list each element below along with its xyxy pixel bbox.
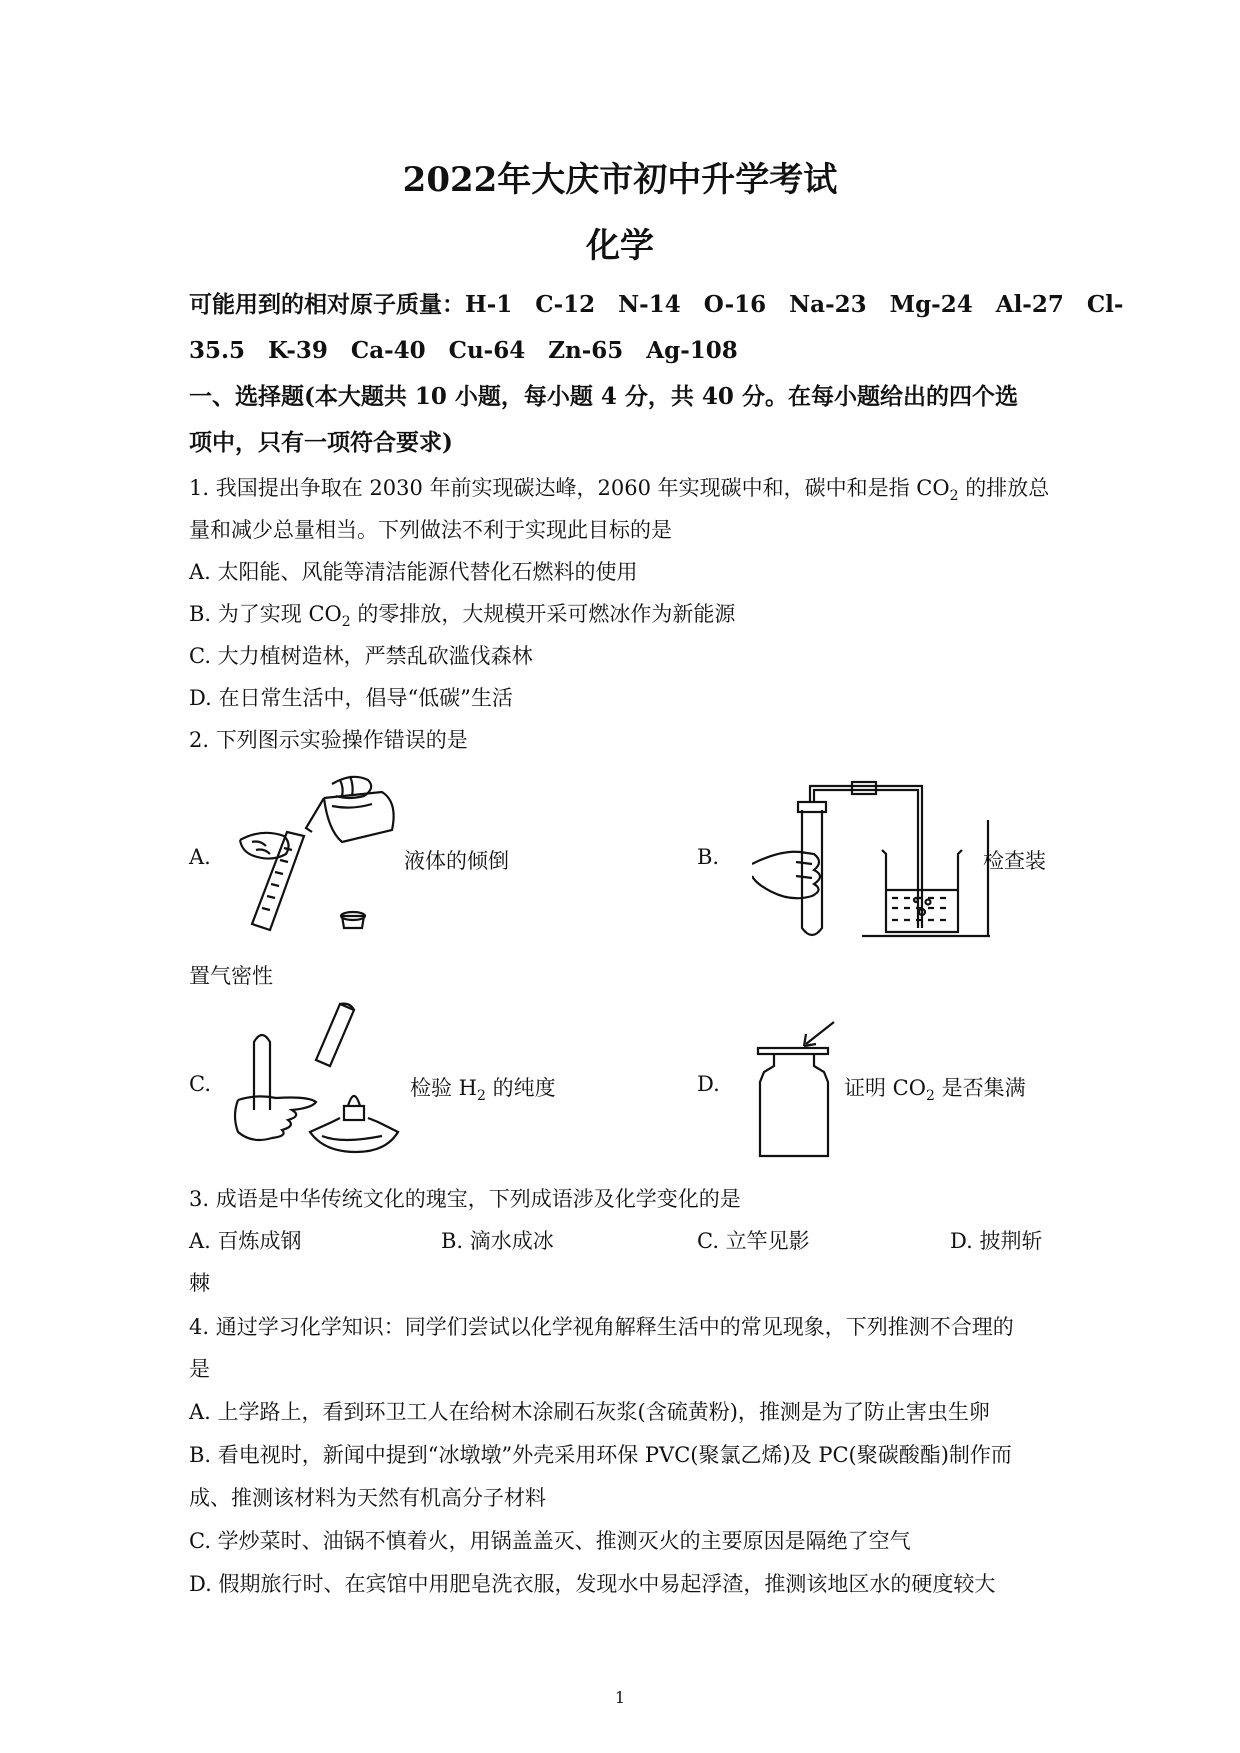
q3-stem: 3. 成语是中华传统文化的瑰宝，下列成语涉及化学变化的是 xyxy=(189,1187,741,1211)
exam-title: 2022年大庆市初中升学考试 xyxy=(402,160,838,200)
q2-option-d-letter: D. xyxy=(697,1072,720,1096)
q3-option-b: B. 滴水成冰 xyxy=(441,1229,554,1253)
atomic-mass-line-1: 可能用到的相对原子质量：H-1 C-12 N-14 O-16 Na-23 Mg-24 Al-27 Cl- xyxy=(189,291,1124,318)
airtightness-check-illustration xyxy=(752,780,992,946)
q2-option-c-letter: C. xyxy=(189,1072,211,1096)
q4-option-a: A. 上学路上，看到环卫工人在给树木涂刷石灰浆(含硫黄粉)，推测是为了防止害虫生卵 xyxy=(189,1400,990,1424)
q1-option-b: B. 为了实现 $CO_2$ 的零排放，大规模开采可燃冰作为新能源 xyxy=(189,602,736,630)
atomic-mass-line-2: 35.5 K-39 Ca-40 Cu-64 Zn-65 Ag-108 xyxy=(189,337,738,364)
q3-option-d-cont: 棘 xyxy=(189,1271,210,1295)
q1-option-c: C. 大力植树造林，严禁乱砍滥伐森林 xyxy=(189,644,533,668)
q3-option-d: D. 披荆斩 xyxy=(950,1229,1043,1253)
co2-collection-test-illustration xyxy=(748,1020,848,1160)
q4-stem-line-1: 4. 通过学习化学知识：同学们尝试以化学视角解释生活中的常见现象，下列推测不合理的 xyxy=(189,1315,1014,1339)
subject-title: 化学 xyxy=(586,226,654,266)
hydrogen-purity-test-illustration xyxy=(232,1000,402,1160)
q2-option-a-letter: A. xyxy=(189,845,211,869)
q2-option-d-text: 证明 $CO_2$ 是否集满 xyxy=(844,1076,1026,1104)
q4-option-d: D. 假期旅行时、在宾馆中用肥皂洗衣服，发现水中易起浮渣，推测该地区水的硬度较大 xyxy=(189,1572,996,1596)
q4-option-b-line-2: 成、推测该材料为天然有机高分子材料 xyxy=(189,1486,546,1510)
q2-stem: 2. 下列图示实验操作错误的是 xyxy=(189,728,468,752)
pouring-liquid-illustration xyxy=(232,770,412,940)
q1-stem-line-2: 量和减少总量相当。下列做法不利于实现此目标的是 xyxy=(189,518,672,542)
q2-option-b-letter: B. xyxy=(697,845,720,869)
q3-option-c: C. 立竿见影 xyxy=(697,1229,810,1253)
q1-stem-line-1: 1. 我国提出争取在 2030 年前实现碳达峰，2060 年实现碳中和，碳中和是指 $CO_2$ 的排放总 xyxy=(189,476,1050,504)
q2-option-b-text: 检查装 xyxy=(983,849,1046,873)
q3-option-a: A. 百炼成钢 xyxy=(189,1229,302,1253)
section-heading-line-2: 项中，只有一项符合要求) xyxy=(189,429,453,456)
q4-option-c: C. 学炒菜时、油锅不慎着火，用锅盖盖灭、推测灭火的主要原因是隔绝了空气 xyxy=(189,1529,911,1553)
q2-option-b-text-cont: 置气密性 xyxy=(189,964,273,988)
q2-option-c-text: 检验 $H_2$ 的纯度 xyxy=(410,1076,556,1104)
page-number: 1 xyxy=(614,1688,626,1707)
q1-option-d: D. 在日常生活中，倡导“低碳”生活 xyxy=(189,686,513,710)
q4-option-b-line-1: B. 看电视时，新闻中提到“冰墩墩”外壳采用环保 PVC(聚氯乙烯)及 PC(聚碳酸酯)制作而 xyxy=(189,1443,1012,1467)
q1-option-a: A. 太阳能、风能等清洁能源代替化石燃料的使用 xyxy=(189,560,638,584)
q4-stem-line-2: 是 xyxy=(189,1357,210,1381)
section-heading-line-1: 一、选择题(本大题共 10 小题，每小题 4 分，共 40 分。在每小题给出的四个选 xyxy=(189,383,1018,410)
q2-option-a-text: 液体的倾倒 xyxy=(404,849,509,873)
